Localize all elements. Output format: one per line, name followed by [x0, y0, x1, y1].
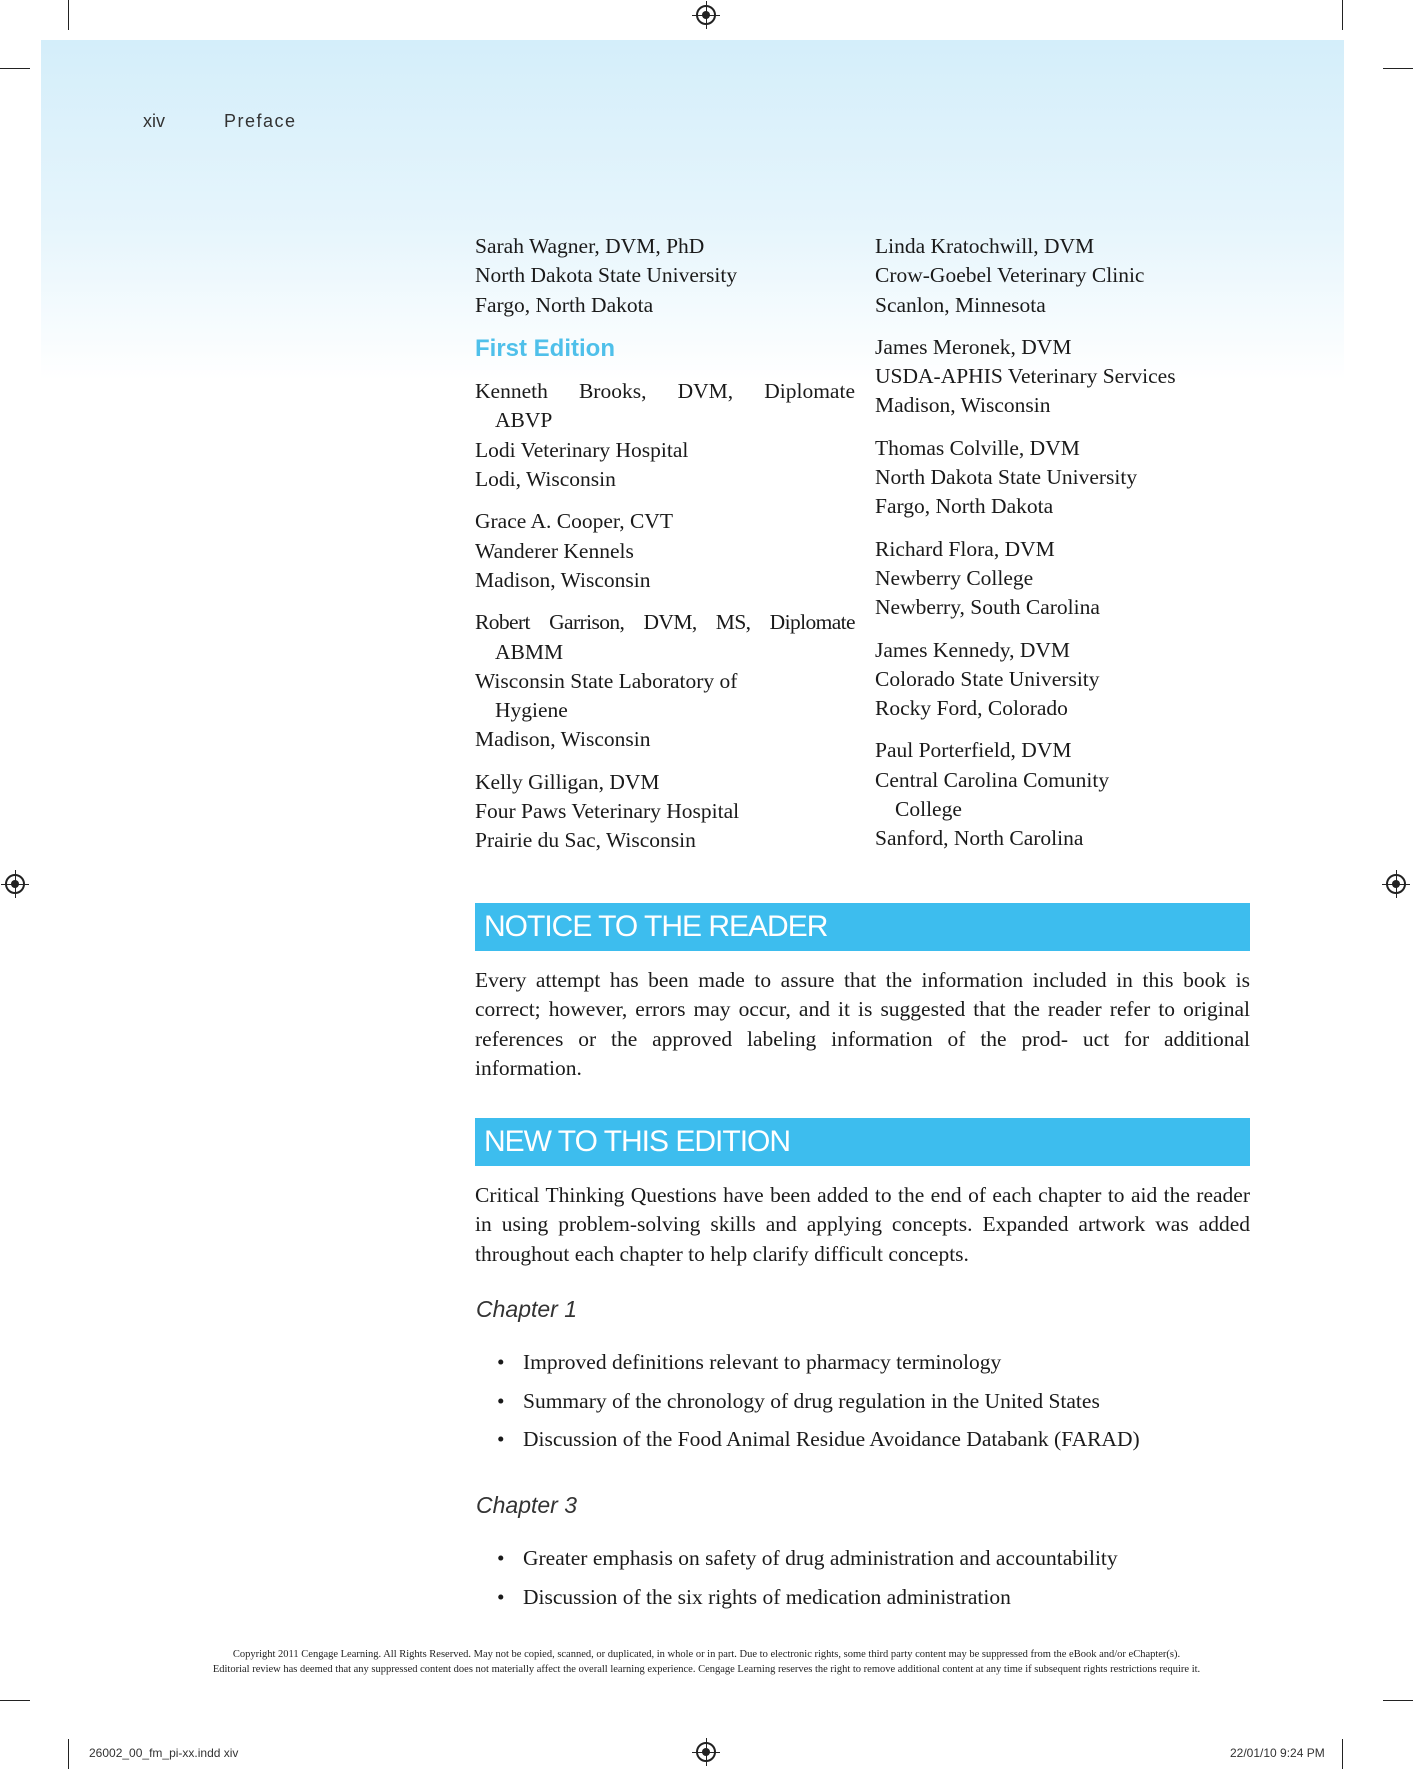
reviewer-entry: [875, 736, 1235, 853]
chapter-heading: Chapter 3: [476, 1492, 578, 1518]
reviewers-right-column: [875, 232, 1235, 867]
copyright-line: Copyright 2011 Cengage Learning. All Rights Reserved. May not be copied, scanned, or duplicated, in whole or in part. Due to electronic rights, some third party content may be suppressed from the eBook and/or eChapter(s).: [232, 1649, 1181, 1660]
crop-mark: [0, 68, 30, 69]
registration-mark-icon: [1386, 874, 1406, 894]
reviewer-affiliation: USDA-APHIS Veterinary Services: [875, 364, 1176, 389]
crop-mark: [1383, 1700, 1413, 1701]
reviewer-affiliation: Lodi Veterinary Hospital: [475, 437, 689, 462]
reviewer-name: Grace A. Cooper, CVT: [475, 509, 673, 534]
notice-body: Every attempt has been made to assure that the information included in this book is correct; however, errors may occur, and it is suggested that the reader refer to original references or the approved labeling information of the prod- uct for additional information.: [475, 968, 1250, 1080]
reviewer-entry: [875, 232, 1235, 320]
reviewer-affiliation: Wanderer Kennels: [475, 538, 634, 563]
reviewer-entry: [475, 507, 855, 595]
crop-mark: [68, 1739, 69, 1769]
reviewer-name: James Kennedy, DVM: [875, 637, 1071, 662]
chapter-3-list: [497, 1544, 1257, 1621]
list-item: • Greater emphasis on safety of drug administration and accountability: [497, 1544, 1257, 1583]
reviewers-left-column: [475, 232, 855, 869]
reviewer-affiliation: Wisconsin State Laboratory of: [475, 668, 738, 693]
reviewer-affiliation: Central Carolina Comunity: [875, 767, 1110, 792]
reviewer-location: Fargo, North Dakota: [875, 494, 1054, 519]
reviewer-credential: ABMM: [495, 639, 564, 664]
crop-mark: [1342, 0, 1343, 30]
crop-mark: [68, 0, 69, 30]
reviewer-location: Newberry, South Carolina: [875, 595, 1100, 620]
new-edition-heading: NEW TO THIS EDITION: [475, 1118, 1250, 1166]
reviewer-affiliation: North Dakota State University: [475, 263, 738, 288]
reviewer-location: Madison, Wisconsin: [875, 393, 1051, 418]
reviewer-entry: [875, 333, 1235, 421]
reviewer-name: Linda Kratochwill, DVM: [875, 234, 1095, 258]
reviewer-name: James Meronek, DVM: [875, 334, 1072, 359]
crop-mark: [1342, 1739, 1343, 1769]
reviewer-name: Robert Garrison, DVM, MS, Diplomate: [475, 610, 855, 635]
reviewer-affiliation: Colorado State University: [875, 666, 1100, 691]
reviewer-affiliation: Four Paws Veterinary Hospital: [475, 799, 740, 824]
reviewer-entry: [475, 377, 855, 494]
list-item: • Improved definitions relevant to pharmacy terminology: [497, 1348, 1257, 1387]
reviewer-location: Prairie du Sac, Wisconsin: [475, 828, 696, 853]
chapter-heading: Chapter 1: [476, 1296, 578, 1322]
running-head-title: Preface: [224, 111, 297, 131]
reviewer-entry: [875, 434, 1235, 522]
reviewer-location: Rocky Ford, Colorado: [875, 696, 1068, 721]
reviewer-affiliation: Crow-Goebel Veterinary Clinic: [875, 263, 1145, 288]
registration-mark-icon: [696, 5, 716, 25]
reviewer-name: Richard Flora, DVM: [875, 536, 1055, 561]
reviewer-name: Sarah Wagner, DVM, PhD: [475, 234, 705, 258]
reviewer-affiliation: North Dakota State University: [875, 465, 1138, 490]
reviewer-name: Kelly Gilligan, DVM: [475, 769, 660, 794]
reviewer-affiliation: Hygiene: [495, 698, 568, 723]
reviewer-location: Scanlon, Minnesota: [875, 292, 1046, 317]
reviewer-name: Paul Porterfield, DVM: [875, 738, 1072, 763]
reviewer-entry: [475, 232, 855, 320]
reviewer-entry: [475, 608, 855, 754]
list-item: • Discussion of the Food Animal Residue Avoidance Databank (FARAD): [497, 1425, 1257, 1464]
crop-mark: [1383, 68, 1413, 69]
reviewer-credential: ABVP: [495, 408, 553, 433]
reviewer-name: Thomas Colville, DVM: [875, 435, 1080, 460]
new-edition-body: Critical Thinking Questions have been added to the end of each chapter to aid the reader in using problem-solving skills and applying concepts. Expanded artwork was added throughout each chapter to help clarify difficult concepts.: [475, 1183, 1250, 1266]
footer-filename: 26002_00_fm_pi-xx.indd xiv: [89, 1746, 239, 1760]
reviewer-location: Sanford, North Carolina: [875, 826, 1084, 851]
reviewer-entry: [875, 636, 1235, 724]
reviewer-entry: [475, 768, 855, 856]
page-number: xiv: [143, 111, 165, 131]
reviewer-entry: [875, 535, 1235, 623]
footer-datetime: 22/01/10 9:24 PM: [1230, 1746, 1325, 1760]
reviewer-location: Madison, Wisconsin: [475, 567, 651, 592]
chapter-1-list: [497, 1348, 1257, 1464]
registration-mark-icon: [5, 874, 25, 894]
copyright-notice: [60, 1647, 1353, 1677]
reviewer-location: Madison, Wisconsin: [475, 727, 651, 752]
notice-heading: NOTICE TO THE READER: [475, 903, 1250, 951]
copyright-line: Editorial review has deemed that any suppressed content does not materially affect the overall learning experience. Cengage Learning reserves the right to remove additional content at any time if subsequent rights restrictions require it.: [212, 1664, 1201, 1675]
reviewer-location: Fargo, North Dakota: [475, 292, 654, 317]
registration-mark-icon: [696, 1742, 716, 1762]
first-edition-subhead: First Edition: [475, 334, 615, 362]
reviewer-affiliation: Newberry College: [875, 565, 1034, 590]
list-item: • Discussion of the six rights of medication administration: [497, 1583, 1257, 1622]
reviewer-name: Kenneth Brooks, DVM, Diplomate: [475, 379, 855, 404]
list-item: • Summary of the chronology of drug regulation in the United States: [497, 1387, 1257, 1426]
reviewer-affiliation: College: [895, 797, 962, 822]
reviewer-location: Lodi, Wisconsin: [475, 467, 616, 492]
crop-mark: [0, 1700, 30, 1701]
